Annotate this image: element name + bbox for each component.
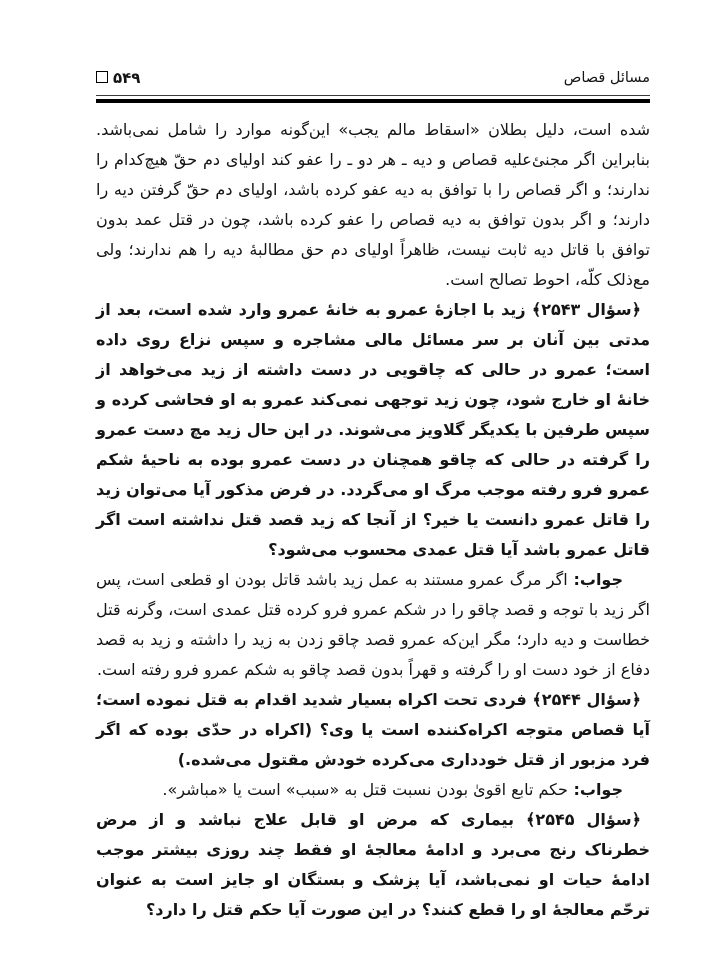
page-header [96,68,650,95]
page-number-group [96,68,140,88]
question-paragraph-2545 [96,805,650,925]
question-text-2543: زید با اجازهٔ عمرو به خانهٔ عمرو وارد شده است، بعد از مدتی بین آنان بر سر مسائل مالی مشاجره و سپس نزاع روی داده است؛ عمرو در حالی که چاقویی در دست داشته از زید می‌خواهد از خانهٔ او خارج شود، چون زید توجهی نمی‌کند عمرو به او فحاشی کرده و سپس طرفین با یکدیگر گلاویز می‌شوند. در این حال زید مچ دست عمرو را گرفته در حالی که چاقو همچنان در دست عمرو بوده به ناحیهٔ شکم عمرو فرو رفته موجب مرگ او می‌گردد. در فرض مذکور آیا می‌توان زید را قاتل عمرو دانست یا خیر؟ از آنجا که زید قصد قتل نداشته است اگر قاتل عمرو باشد آیا قتل عمدی محسوب می‌شود؟ [96,300,650,559]
answer-paragraph-2544 [96,775,650,805]
header-rule-thin [96,95,650,96]
answer-label-2543: جواب: [573,570,623,589]
answer-text-2544: حکم تابع اقویٰ بودن نسبت قتل به «سبب» است یا «مباشر». [162,780,568,799]
text-body [96,115,650,925]
question-text-2545: بیماری که مرض او قابل علاج نباشد و از مرض خطرناک رنج می‌برد و ادامهٔ معالجهٔ او فقط چند روزی بیشتر موجب ادامهٔ حیات او نمی‌باشد، آیا پزشک و بستگان او جایز است به عنوان ترحّم معالجهٔ او را قطع کنند؟ در این صورت آیا حکم قتل را دارد؟ [96,810,650,919]
question-number-badge-2545: ﴿سؤال ۲۵۴۵﴾ [526,810,642,829]
open-square-icon [96,71,108,83]
answer-paragraph-2543 [96,565,650,685]
answer-label-2544: جواب: [573,780,623,799]
answer-text-2543: اگر مرگ عمرو مستند به عمل زید باشد قاتل بودن او قطعی است، پس اگر زید با توجه و قصد چاقو را در شکم عمرو فرو کرده قتل عمدی است، وگرنه قتل خطاست و دیه دارد؛ مگر این‌که عمرو قصد چاقو زدن به زید را داشته و زید به قصد دفاع از خود دست او را گرفته و قهراً بدون قصد چاقو به شکم عمرو فرو رفته است. [96,570,650,679]
continuation-paragraph [96,115,650,295]
question-number-badge-2543: ﴿سؤال ۲۵۴۳﴾ [531,300,642,319]
question-text-2544: فردی تحت اکراه بسیار شدید اقدام به قتل نموده است؛ آیا قصاص متوجه اکراه‌کننده است یا وی؟ (اکراه در حدّی بوده که اگر فرد مزبور از قتل خودداری می‌کرده خودش مقتول می‌شده.) [96,690,650,769]
question-number-badge-2544: ﴿سؤال ۲۵۴۴﴾ [532,690,641,709]
section-title: مسائل قصاص [563,70,650,86]
continuation-text: شده است، دلیل بطلان «اسقاط مالم یجب» این‌گونه موارد را شامل نمی‌باشد. بنابراین اگر مجنئ‌علیه قصاص و دیه ـ هر دو ـ را عفو کند اولیای دم حقّ هیچ‌کدام را ندارند؛ و اگر قصاص را با توافق به دیه عفو کرده باشد، اولیای دم حقّ گرفتن دیه را دارند؛ و اگر بدون توافق به دیه قصاص را عفو کرده باشد، چون در قتل عمد بدون توافق با قاتل دیه ثابت نیست، ظاهراً اولیای دم حق مطالبهٔ دیه را هم ندارند؛ ولی مع‌ذلک کلّه، احوط تصالح است. [96,120,650,289]
question-paragraph-2544 [96,685,650,775]
question-paragraph-2543 [96,295,650,565]
header-rule-thick [96,99,650,104]
page-number: ۵۴۹ [113,69,141,87]
